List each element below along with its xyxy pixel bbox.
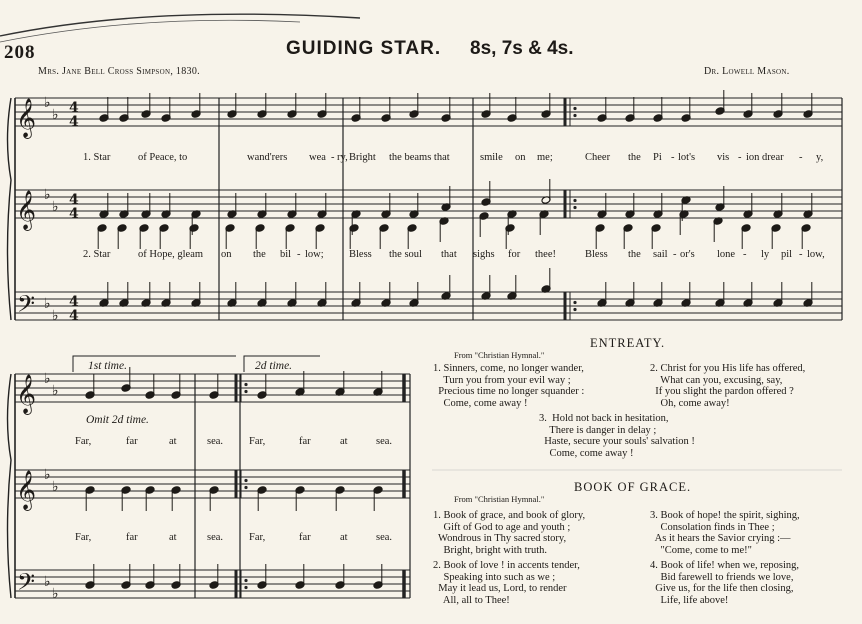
lyric-word: on [515, 152, 526, 163]
lyric-word: Bless [349, 249, 372, 260]
composer-credit: Dr. Lowell Mason. [704, 66, 790, 77]
lyric-word: 2. Star [83, 249, 111, 260]
time-signature-top: 4 [69, 192, 79, 208]
flat-sign-icon: ♭ [44, 467, 51, 483]
lyric-word: wea [309, 152, 326, 163]
lyric-word: of Peace, to [138, 152, 188, 163]
lyric-word: lone [717, 249, 736, 260]
flat-sign-icon: ♭ [52, 107, 59, 123]
flat-sign-icon: ♭ [44, 187, 51, 203]
lyric-word: sea. [207, 532, 224, 543]
flat-sign-icon: ♭ [52, 383, 59, 399]
corner-flourish [0, 20, 300, 42]
repeat-dot [244, 486, 247, 489]
time-signature-top: 4 [69, 294, 79, 310]
lyric-word: the soul [389, 249, 422, 260]
lyric-word: at [169, 436, 177, 447]
lyric-word: the beams that [389, 152, 450, 163]
time-signature-bottom: 4 [69, 308, 79, 324]
bass-clef-icon: 𝄢 [17, 568, 36, 601]
lyric-word: the [628, 249, 641, 260]
lyric-word: wand'rers [247, 152, 288, 163]
lyric-word: Far, [75, 532, 92, 543]
volta-second-label: 2d time. [255, 360, 293, 372]
repeat-dot [573, 114, 576, 117]
hymn-meter: 8s, 7s & 4s. [470, 38, 574, 59]
grace-verse-3: 3. Book of hope! the spirit, sighing, Consolation finds in Thee ; As it hears the Savior crying :— "Come, come to me!" [650, 510, 800, 556]
flat-sign-icon: ♭ [44, 296, 51, 312]
lyric-word: far [299, 532, 311, 543]
book-of-grace-title: BOOK OF GRACE. [574, 480, 692, 494]
flat-sign-icon: ♭ [52, 479, 59, 495]
repeat-dot [573, 199, 576, 202]
flat-sign-icon: ♭ [52, 308, 59, 324]
lyric-word: sea. [376, 532, 393, 543]
lyric-word: at [169, 532, 177, 543]
lyric-word: or's [680, 249, 695, 260]
lyric-word: on [221, 249, 232, 260]
grace-verse-1: 1. Book of grace, and book of glory, Gift of God to age and youth ; Wondrous in Thy sacred story, Bright, bright with truth. [433, 510, 586, 556]
grace-verse-2: 2. Book of love ! in accents tender, Speaking into such as we ; May it lead us, Lord, to render All, all to Thee! [433, 560, 580, 606]
hyphen: - [743, 249, 747, 260]
lyric-word: Far, [249, 436, 266, 447]
treble-clef-icon: 𝄞 [16, 190, 37, 230]
flat-sign-icon: ♭ [52, 586, 59, 602]
flat-sign-icon: ♭ [44, 574, 51, 590]
entreaty-verse-2: 2. Christ for you His life has offered, What can you, excusing, say, If you slight the pardon offered ? Oh, come away! [650, 363, 806, 409]
lyric-word: Bright [349, 152, 376, 163]
system-brace [8, 98, 12, 320]
hyphen: - [331, 152, 335, 163]
repeat-dot [244, 479, 247, 482]
lyric-word: far [299, 436, 311, 447]
flat-sign-icon: ♭ [44, 371, 51, 387]
lyric-word: Cheer [585, 152, 611, 163]
hyphen: - [799, 249, 803, 260]
lyric-word: at [340, 532, 348, 543]
lyric-word: Bless [585, 249, 608, 260]
grace-verse-4: 4. Book of life! when we, reposing, Bid farewell to friends we love, Give us, for the life then closing, Life, life above! [650, 560, 800, 606]
hyphen: - [673, 249, 677, 260]
time-signature-bottom: 4 [69, 114, 79, 130]
entreaty-source: From "Christian Hymnal." [454, 350, 545, 360]
lyric-word: low, [807, 249, 825, 260]
volta-first-label: 1st time. [88, 360, 127, 372]
bass-clef-icon: 𝄢 [17, 290, 36, 323]
repeat-dot [244, 390, 247, 393]
system-brace [8, 374, 12, 598]
repeat-dot [244, 579, 247, 582]
flat-sign-icon: ♭ [44, 95, 51, 111]
treble-clef-icon: 𝄞 [16, 470, 37, 510]
lyric-word: ry, [337, 152, 348, 163]
hyphen: - [297, 249, 301, 260]
lyric-word: bil [280, 249, 292, 260]
lyric-word: at [340, 436, 348, 447]
repeat-dot [573, 301, 576, 304]
lyric-word: sighs [473, 249, 495, 260]
treble-clef-icon: 𝄞 [16, 98, 37, 138]
entreaty-verse-1: 1. Sinners, come, no longer wander, Turn you from your evil way ; Precious time no longer squander : Come, come away ! [433, 363, 585, 409]
lyric-word: for [508, 249, 521, 260]
lyric-word: of Hope, gleam [138, 249, 204, 260]
lyric-word: far [126, 532, 138, 543]
lyric-word: Pi [653, 152, 662, 163]
lyric-word: me; [537, 152, 553, 163]
flat-sign-icon: ♭ [52, 199, 59, 215]
time-signature-bottom: 4 [69, 206, 79, 222]
entreaty-title: ENTREATY. [590, 336, 666, 350]
repeat-dot [573, 107, 576, 110]
lyric-word: vis [717, 152, 730, 163]
lyric-word: smile [480, 152, 503, 163]
omit-note: Omit 2d time. [86, 414, 149, 426]
lyric-word: lot's [678, 152, 696, 163]
lyric-word: ion drear [746, 152, 784, 163]
repeat-dot [244, 383, 247, 386]
page-number: 208 [4, 42, 36, 63]
author-credit: Mrs. Jane Bell Cross Simpson, 1830. [38, 66, 200, 77]
lyric-word: the [253, 249, 266, 260]
entreaty-verse-3: 3. Hold not back in hesitation, There is danger in delay ; Haste, secure your souls' salvation ! Come, come away ! [539, 413, 695, 459]
hyphen: - [671, 152, 675, 163]
lyric-word: Far, [75, 436, 92, 447]
hymn-title: GUIDING STAR. [286, 38, 442, 59]
time-signature-top: 4 [69, 100, 79, 116]
lyric-word: 1. Star [83, 152, 111, 163]
lyric-word: low; [305, 249, 324, 260]
repeat-dot [244, 586, 247, 589]
lyric-word: y, [816, 152, 824, 163]
lyric-word: that [441, 249, 457, 260]
hyphen: - [738, 152, 742, 163]
book-of-grace-source: From "Christian Hymnal." [454, 494, 545, 504]
lyric-word: thee! [535, 249, 556, 260]
lyric-word: pil [781, 249, 793, 260]
lyric-word: sail [653, 249, 668, 260]
lyric-word: far [126, 436, 138, 447]
lyric-word: ly [761, 249, 770, 260]
hyphen: - [799, 152, 803, 163]
lyric-word: the [628, 152, 641, 163]
lyric-word: sea. [376, 436, 393, 447]
lyric-word: Far, [249, 532, 266, 543]
lyric-word: sea. [207, 436, 224, 447]
treble-clef-icon: 𝄞 [16, 374, 37, 414]
repeat-dot [573, 308, 576, 311]
repeat-dot [573, 206, 576, 209]
